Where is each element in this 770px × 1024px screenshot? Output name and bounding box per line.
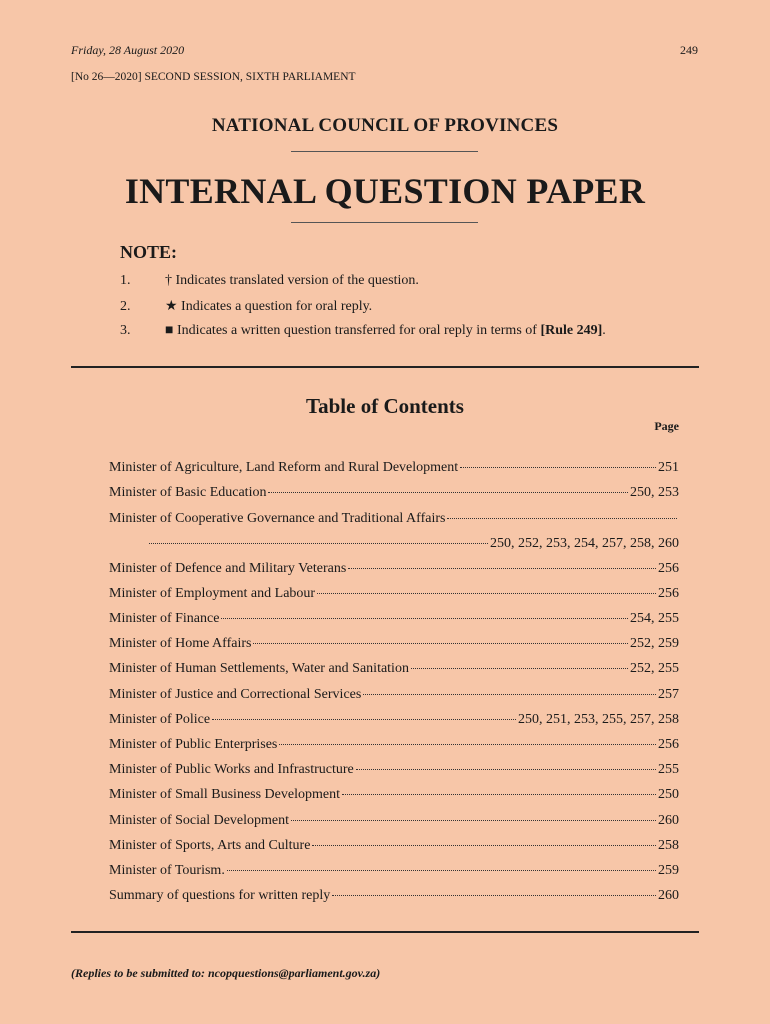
toc-entry-pages: 252, 255: [630, 661, 679, 676]
section-divider: [71, 366, 699, 368]
toc-leader: [411, 668, 628, 669]
toc-entry-pages: 256: [658, 586, 679, 601]
toc-entry-pages: 250: [658, 787, 679, 802]
note-text-end: .: [602, 323, 606, 338]
toc-entry-pages: 260: [658, 888, 679, 903]
toc-entry-pages: 259: [658, 863, 679, 878]
toc-leader: [356, 769, 656, 770]
note-item: [120, 273, 419, 289]
footer-note: (Replies to be submitted to: ncopquestions@parliament.gov.za): [71, 966, 381, 980]
council-name: NATIONAL COUNCIL OF PROVINCES: [211, 115, 559, 136]
toc-entry-name: Minister of Tourism.: [109, 863, 225, 878]
toc-entry[interactable]: [109, 687, 679, 703]
toc-leader: [447, 518, 677, 519]
toc-entry-pages: 256: [658, 737, 679, 752]
toc-entry[interactable]: [109, 863, 679, 879]
footer-divider: [71, 931, 699, 933]
toc-entry-pages: 251: [658, 460, 679, 475]
header-date: Friday, 28 August 2020: [71, 43, 185, 57]
toc-leader: [227, 870, 656, 871]
toc-entry-name: Minister of Home Affairs: [109, 636, 252, 651]
toc-entry-name: Minister of Social Development: [109, 813, 290, 828]
toc-entry-pages: 252, 259: [630, 636, 679, 651]
toc-entry[interactable]: [109, 787, 679, 803]
toc-entry-name: Summary of questions for written reply: [109, 888, 331, 903]
header-session: [No 26—2020] SECOND SESSION, SIXTH PARLIAMENT: [71, 71, 356, 83]
toc-leader: [342, 794, 656, 795]
header-page-number: 249: [680, 43, 698, 57]
toc-entry-name: Minister of Defence and Military Veterans: [109, 561, 347, 576]
toc-entry-pages: 258: [658, 838, 679, 853]
toc-entry-pages: 256: [658, 561, 679, 576]
toc-entry-pages: 250, 252, 253, 254, 257, 258, 260: [490, 536, 679, 551]
toc-leader: [332, 895, 656, 896]
toc-entry-name: Minister of Cooperative Governance and Traditional Affairs: [109, 511, 446, 526]
toc-leader: [149, 543, 488, 544]
toc-entry-pages: 260: [658, 813, 679, 828]
toc-entry[interactable]: [109, 561, 679, 577]
toc-leader: [291, 820, 656, 821]
toc-entry-pages: 255: [658, 762, 679, 777]
toc-leader: [279, 744, 656, 745]
toc-entry-name: Minister of Public Enterprises: [109, 737, 278, 752]
toc-entry-name: Minister of Police: [109, 712, 211, 727]
toc-title: Table of Contents: [306, 394, 464, 418]
note-text: ■ Indicates a written question transferred for oral reply in terms of: [165, 323, 541, 338]
toc-leader: [460, 467, 656, 468]
toc-entry[interactable]: [109, 511, 679, 527]
note-text: † Indicates translated version of the question.: [165, 273, 419, 288]
toc-entry[interactable]: [109, 838, 679, 854]
toc-entry[interactable]: [109, 813, 679, 829]
toc-leader: [348, 568, 656, 569]
toc-entry-name: Minister of Finance: [109, 611, 220, 626]
toc-entry-name: Minister of Human Settlements, Water and Sanitation: [109, 661, 409, 676]
toc-entry[interactable]: [109, 460, 679, 476]
note-rule-reference: [Rule 249]: [540, 323, 603, 338]
note-text: ★ Indicates a question for oral reply.: [165, 299, 373, 314]
toc-entry[interactable]: [109, 611, 679, 627]
toc-entry-name: Minister of Agriculture, Land Reform and Rural Development: [109, 460, 459, 475]
toc-entry[interactable]: [109, 485, 679, 501]
toc-entry-continuation[interactable]: [147, 536, 679, 552]
toc-leader: [221, 618, 628, 619]
toc-entry[interactable]: [109, 586, 679, 602]
toc-leader: [312, 845, 656, 846]
note-number: 3.: [120, 323, 131, 338]
toc-page-label: Page: [654, 419, 679, 433]
toc-entry[interactable]: [109, 762, 679, 778]
note-title: NOTE:: [120, 242, 178, 262]
note-number: 1.: [120, 273, 131, 288]
toc-entry-name: Minister of Small Business Development: [109, 787, 340, 802]
toc-entry[interactable]: [109, 888, 679, 904]
toc-leader: [253, 643, 628, 644]
toc-entry-pages: 250, 253: [630, 485, 679, 500]
divider-top: [291, 151, 478, 152]
toc-entry-name: Minister of Employment and Labour: [109, 586, 316, 601]
toc-leader: [268, 492, 628, 493]
toc-entry[interactable]: [109, 712, 679, 728]
toc-leader: [363, 694, 656, 695]
toc-entry-name: Minister of Basic Education: [109, 485, 267, 500]
note-item: [120, 323, 606, 339]
page-title: INTERNAL QUESTION PAPER: [124, 171, 646, 211]
toc-entry[interactable]: [109, 737, 679, 753]
toc-entry-name: Minister of Public Works and Infrastructure: [109, 762, 354, 777]
divider-bottom: [291, 222, 478, 223]
toc-leader: [212, 719, 516, 720]
toc-leader: [317, 593, 656, 594]
note-item: [120, 298, 372, 315]
toc-entry-pages: 250, 251, 253, 255, 257, 258: [518, 712, 679, 727]
toc-entry-name: Minister of Sports, Arts and Culture: [109, 838, 311, 853]
toc-entry-pages: 257: [658, 687, 679, 702]
toc-entry-pages: 254, 255: [630, 611, 679, 626]
toc-entry[interactable]: [109, 636, 679, 652]
toc-entry-name: Minister of Justice and Correctional Services: [109, 687, 362, 702]
toc-entry[interactable]: [109, 661, 679, 677]
note-number: 2.: [120, 299, 131, 314]
